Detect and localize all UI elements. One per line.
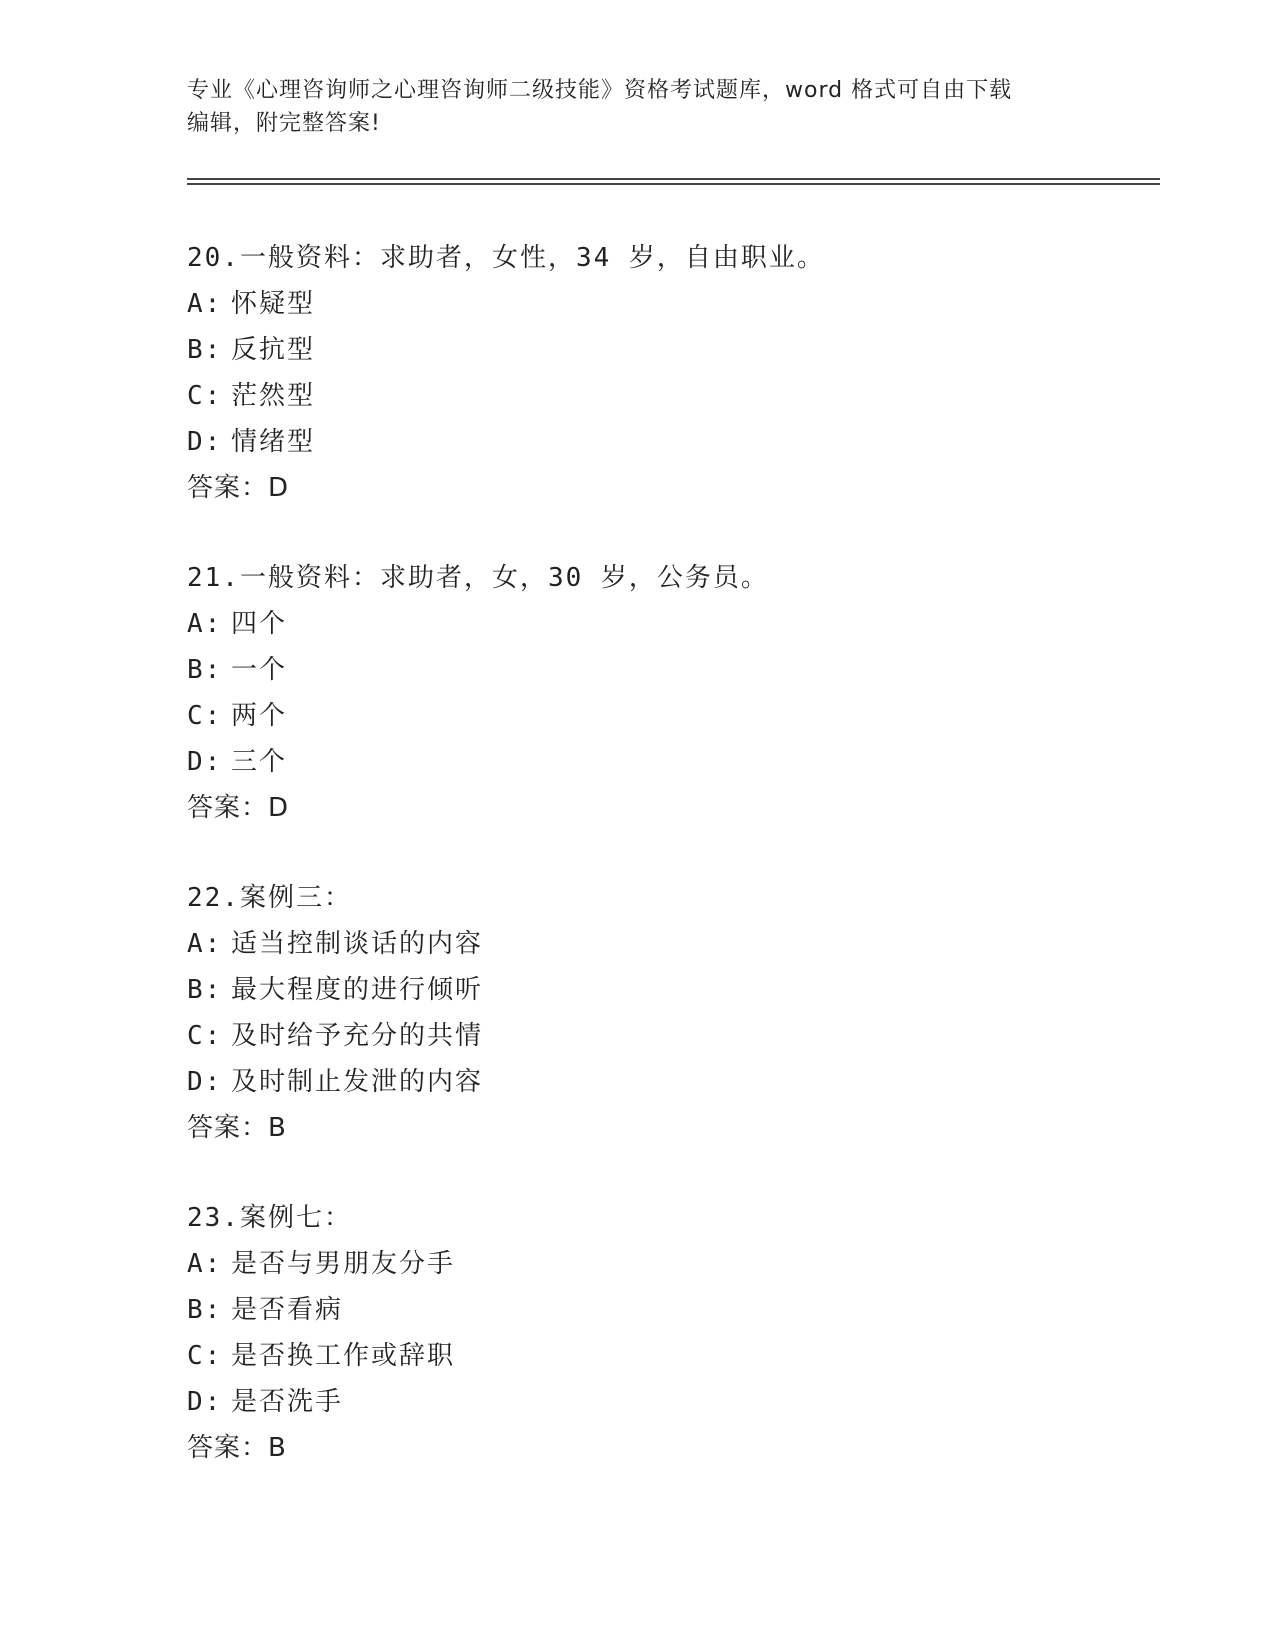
option-text: 反抗型 (231, 335, 316, 365)
question-block-23 (187, 1195, 1187, 1471)
option-d (187, 1379, 1187, 1425)
document-header (187, 74, 1087, 140)
option-text: 是否看病 (231, 1295, 344, 1325)
question-block-21 (187, 555, 1187, 831)
option-text: 两个 (231, 701, 288, 731)
option-letter: D: (187, 427, 223, 457)
option-letter: B: (187, 335, 223, 365)
option-text: 三个 (231, 747, 288, 777)
option-b (187, 1287, 1187, 1333)
option-b (187, 327, 1187, 373)
option-text: 最大程度的进行倾听 (231, 975, 484, 1005)
option-letter: C: (187, 1021, 223, 1051)
question-block-22 (187, 875, 1187, 1151)
option-c (187, 693, 1187, 739)
option-text: 茫然型 (231, 381, 316, 411)
header-line-2: 编辑，附完整答案! (187, 111, 381, 136)
question-block-20 (187, 235, 1187, 511)
option-text: 怀疑型 (231, 289, 316, 319)
question-title: 22.案例三： (187, 883, 352, 913)
option-letter: C: (187, 381, 223, 411)
header-line-1: 专业《心理咨询师之心理咨询师二级技能》资格考试题库，word 格式可自由下载 (187, 78, 1013, 103)
option-text: 是否洗手 (231, 1387, 344, 1417)
option-d (187, 739, 1187, 785)
option-text: 情绪型 (231, 427, 316, 457)
option-letter: A: (187, 289, 223, 319)
option-c (187, 373, 1187, 419)
option-b (187, 967, 1187, 1013)
option-text: 及时制止发泄的内容 (231, 1067, 484, 1097)
option-letter: C: (187, 701, 223, 731)
option-d (187, 419, 1187, 465)
option-letter: B: (187, 975, 223, 1005)
option-text: 及时给予充分的共情 (231, 1021, 484, 1051)
answer-line: 答案：D (187, 793, 290, 823)
question-title: 23.案例七： (187, 1203, 352, 1233)
option-letter: A: (187, 929, 223, 959)
option-letter: D: (187, 1387, 223, 1417)
option-text: 是否与男朋友分手 (231, 1249, 456, 1279)
option-d (187, 1059, 1187, 1105)
answer-line: 答案：B (187, 1113, 287, 1143)
option-letter: B: (187, 655, 223, 685)
answer-line: 答案：D (187, 473, 290, 503)
option-a (187, 921, 1187, 967)
option-c (187, 1333, 1187, 1379)
option-text: 四个 (231, 609, 288, 639)
option-b (187, 647, 1187, 693)
option-a (187, 601, 1187, 647)
option-text: 一个 (231, 655, 288, 685)
option-letter: D: (187, 1067, 223, 1097)
option-letter: C: (187, 1341, 223, 1371)
question-title: 21.一般资料：求助者，女，30 岁，公务员。 (187, 563, 769, 593)
option-text: 适当控制谈话的内容 (231, 929, 484, 959)
option-c (187, 1013, 1187, 1059)
header-divider-bottom (187, 183, 1160, 185)
option-letter: D: (187, 747, 223, 777)
question-title: 20.一般资料：求助者，女性，34 岁，自由职业。 (187, 243, 825, 273)
option-letter: A: (187, 609, 223, 639)
header-divider-top (187, 178, 1160, 180)
option-letter: B: (187, 1295, 223, 1325)
option-text: 是否换工作或辞职 (231, 1341, 456, 1371)
answer-line: 答案：B (187, 1433, 287, 1463)
option-letter: A: (187, 1249, 223, 1279)
option-a (187, 281, 1187, 327)
option-a (187, 1241, 1187, 1287)
